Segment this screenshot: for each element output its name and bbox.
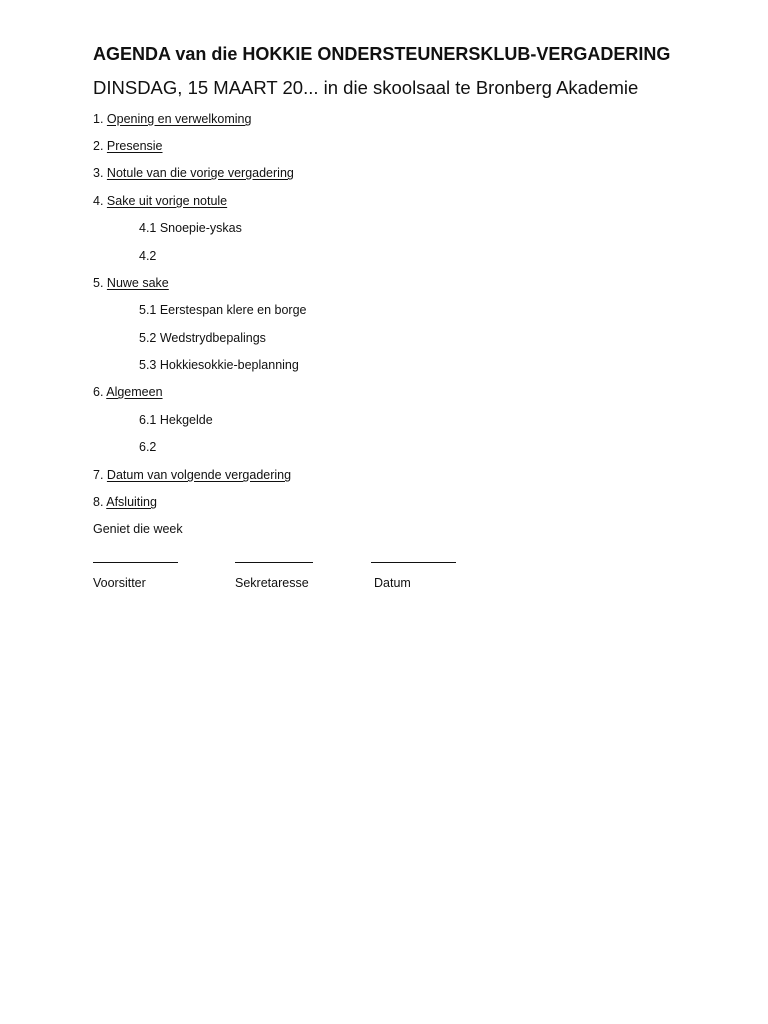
- signature-label-secretary: Sekretaresse: [235, 576, 309, 590]
- agenda-item-label: Algemeen: [106, 385, 163, 399]
- agenda-subitem-4-1: 4.1 Snoepie-yskas: [139, 221, 242, 235]
- signature-line-date: [371, 562, 456, 563]
- agenda-item-number: 6.: [93, 385, 104, 399]
- agenda-item-1: [93, 111, 251, 127]
- agenda-subtitle: DINSDAG, 15 MAART 20... in die skoolsaal te Bronberg Akademie: [93, 77, 639, 98]
- signature-line-secretary: [235, 562, 313, 563]
- agenda-item-label: Notule van die vorige vergadering: [106, 166, 294, 180]
- agenda-item-number: 5.: [93, 276, 104, 290]
- agenda-item-7: [93, 467, 291, 483]
- agenda-item-label: Opening en verwelkoming: [106, 112, 252, 126]
- agenda-item-8: [93, 494, 157, 510]
- agenda-item-label: Afsluiting: [106, 495, 157, 509]
- agenda-item-number: 4.: [93, 194, 104, 208]
- agenda-item-number: 2.: [93, 139, 104, 153]
- agenda-item-label: Sake uit vorige notule: [106, 194, 228, 208]
- agenda-item-label: Nuwe sake: [106, 276, 169, 290]
- agenda-item-4: [93, 193, 227, 209]
- agenda-item-number: 3.: [93, 166, 104, 180]
- agenda-item-label: Datum van volgende vergadering: [106, 468, 292, 482]
- agenda-item-number: 8.: [93, 495, 104, 509]
- signature-line-chair: [93, 562, 178, 563]
- closing-text: Geniet die week: [93, 522, 183, 536]
- agenda-subitem-5-2: 5.2 Wedstrydbepalings: [139, 331, 266, 345]
- agenda-item-number: 1.: [93, 112, 104, 126]
- agenda-item-5: [93, 275, 169, 291]
- agenda-item-3: [93, 165, 294, 181]
- agenda-subitem-6-2: 6.2: [139, 440, 157, 454]
- signature-label-date: Datum: [374, 576, 411, 590]
- agenda-item-number: 7.: [93, 468, 104, 482]
- agenda-subitem-4-2: 4.2: [139, 249, 157, 263]
- signature-label-chair: Voorsitter: [93, 576, 146, 590]
- agenda-subitem-5-1: 5.1 Eerstespan klere en borge: [139, 303, 307, 317]
- agenda-item-label: Presensie: [106, 139, 163, 153]
- agenda-item-2: [93, 138, 163, 154]
- agenda-subitem-6-1: 6.1 Hekgelde: [139, 413, 213, 427]
- agenda-subitem-5-3: 5.3 Hokkiesokkie-beplanning: [139, 358, 299, 372]
- agenda-item-6: [93, 384, 163, 400]
- agenda-title: AGENDA van die HOKKIE ONDERSTEUNERSKLUB-VERGADERING: [93, 44, 671, 64]
